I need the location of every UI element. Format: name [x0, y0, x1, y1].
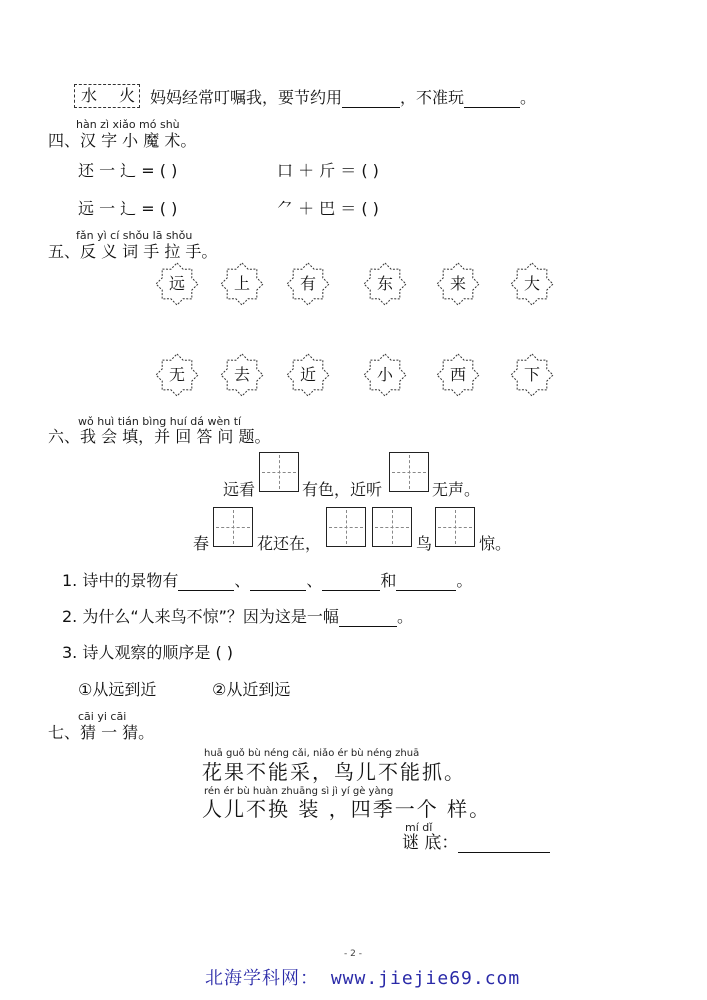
- riddle-line2: 人儿不换 装 ，四季一个 样。: [202, 797, 492, 821]
- q6-q1-sep1: 、: [234, 571, 251, 590]
- q6-q1-and: 和: [380, 571, 397, 590]
- choice-water: 水: [81, 86, 98, 105]
- antonym-top-char: 有: [299, 274, 316, 293]
- riddle-answer-label: 谜 底：: [402, 833, 459, 853]
- q6-question-1: [62, 571, 472, 591]
- q4-title: 四、汉 字 小 魔 术。: [48, 131, 197, 150]
- antonym-top-star-5[interactable]: [436, 262, 480, 306]
- q7-title: 七、猜 一 猜。: [48, 723, 155, 742]
- riddle-answer-blank[interactable]: [458, 837, 550, 853]
- antonym-top-star-3[interactable]: [286, 262, 330, 306]
- q3-blank-1[interactable]: [342, 92, 400, 108]
- antonym-bottom-star-2[interactable]: [220, 353, 264, 397]
- antonym-bottom-star-3[interactable]: [286, 353, 330, 397]
- poem-grid-6[interactable]: [435, 507, 475, 547]
- q6-option-1[interactable]: ①从远到近: [78, 680, 157, 699]
- antonym-bottom-char: 西: [449, 365, 466, 384]
- q6-q1-blank-3[interactable]: [322, 575, 380, 591]
- q4-item-1: 还 一 辶 = ( ): [78, 161, 178, 180]
- q6-title: 六、我 会 填，并 回 答 问 题。: [48, 427, 271, 446]
- antonym-top-char: 上: [233, 274, 250, 293]
- antonym-bottom-char: 下: [523, 365, 540, 384]
- poem-grid-5[interactable]: [372, 507, 412, 547]
- q3-blank-2[interactable]: [464, 92, 520, 108]
- antonym-top-star-6[interactable]: [510, 262, 554, 306]
- choice-fire: 火: [119, 86, 136, 105]
- poem-line1-c: 无声。: [432, 480, 481, 499]
- q5-pinyin: fǎn yì cí shǒu lā shǒu: [76, 229, 193, 242]
- riddle-answer-line: [402, 833, 550, 853]
- watermark: 北海学科网： www.jiejie69.com: [205, 968, 521, 989]
- antonym-top-star-2[interactable]: [220, 262, 264, 306]
- q6-q1-blank-2[interactable]: [250, 575, 306, 591]
- antonym-bottom-star-1[interactable]: [155, 353, 199, 397]
- poem-line1-a: 远看: [223, 480, 256, 499]
- page-number: - 2 -: [344, 949, 362, 959]
- water-fire-choice-box: [74, 84, 140, 108]
- q3-sentence-end: 。: [520, 88, 537, 107]
- q6-q1-prefix: 1. 诗中的景物有: [62, 571, 179, 590]
- q6-option-2[interactable]: ②从近到远: [212, 680, 291, 699]
- poem-line2-b: 花还在，: [257, 534, 322, 553]
- q6-q2-blank[interactable]: [339, 611, 397, 627]
- poem-line2-d: 惊。: [479, 534, 512, 553]
- poem-grid-4[interactable]: [326, 507, 366, 547]
- riddle-line1-pinyin: huā guǒ bù néng cǎi, niǎo ér bù néng zhuā: [204, 748, 420, 759]
- q6-question-2: [62, 607, 413, 627]
- q6-q2-prefix: 2. 为什么“人来鸟不惊”？因为这是一幅: [62, 607, 339, 626]
- q6-q1-blank-4[interactable]: [396, 575, 456, 591]
- antonym-bottom-star-6[interactable]: [510, 353, 554, 397]
- antonym-top-char: 大: [523, 274, 540, 293]
- riddle-line2-pinyin: rén ér bù huàn zhuāng sì jì yí gè yàng: [204, 786, 394, 797]
- q6-question-3: 3. 诗人观察的顺序是 ( ): [62, 643, 234, 662]
- q6-q2-end: 。: [396, 607, 413, 626]
- q7-pinyin: cāi yi cāi: [78, 710, 127, 723]
- riddle-answer-pinyin: mí dǐ: [405, 821, 433, 834]
- poem-grid-1[interactable]: [259, 452, 299, 492]
- q6-q1-blank-1[interactable]: [178, 575, 234, 591]
- q4-item-4: ⺈ ＋ 巴 ＝ ( ): [277, 199, 379, 218]
- q6-pinyin: wǒ huì tián bìng huí dá wèn tí: [78, 415, 242, 428]
- poem-grid-3[interactable]: [213, 507, 253, 547]
- poem-line2-c: 鸟: [416, 534, 433, 553]
- antonym-bottom-char: 小: [376, 365, 393, 384]
- antonym-top-char: 东: [376, 274, 393, 293]
- q4-item-2: 口 ＋ 斤 ＝ ( ): [277, 161, 379, 180]
- antonym-top-char: 远: [168, 274, 185, 293]
- antonym-top-star-4[interactable]: [363, 262, 407, 306]
- antonym-bottom-star-5[interactable]: [436, 353, 480, 397]
- antonym-top-char: 来: [449, 274, 466, 293]
- q4-item-3: 远 一 辶 = ( ): [78, 199, 178, 218]
- q3-sentence: [150, 88, 536, 108]
- q5-title: 五、反 义 词 手 拉 手。: [48, 242, 218, 261]
- q3-sentence-part-a: 妈妈经常叮嘱我，要节约用: [150, 88, 343, 107]
- antonym-bottom-char: 去: [233, 365, 250, 384]
- poem-line1-b: 有色，近听: [302, 480, 383, 499]
- antonym-top-star-1[interactable]: [155, 262, 199, 306]
- riddle-line1: 花果不能采，鸟儿不能抓。: [202, 760, 466, 784]
- q6-q1-sep2: 、: [306, 571, 323, 590]
- q6-q1-end: 。: [456, 571, 473, 590]
- q3-sentence-part-b: ，不准玩: [400, 88, 465, 107]
- antonym-bottom-star-4[interactable]: [363, 353, 407, 397]
- antonym-bottom-char: 近: [299, 365, 316, 384]
- poem-line2-a: 春: [193, 534, 210, 553]
- poem-grid-2[interactable]: [389, 452, 429, 492]
- q4-pinyin: hàn zì xiǎo mó shù: [76, 118, 180, 131]
- antonym-bottom-char: 无: [168, 365, 185, 384]
